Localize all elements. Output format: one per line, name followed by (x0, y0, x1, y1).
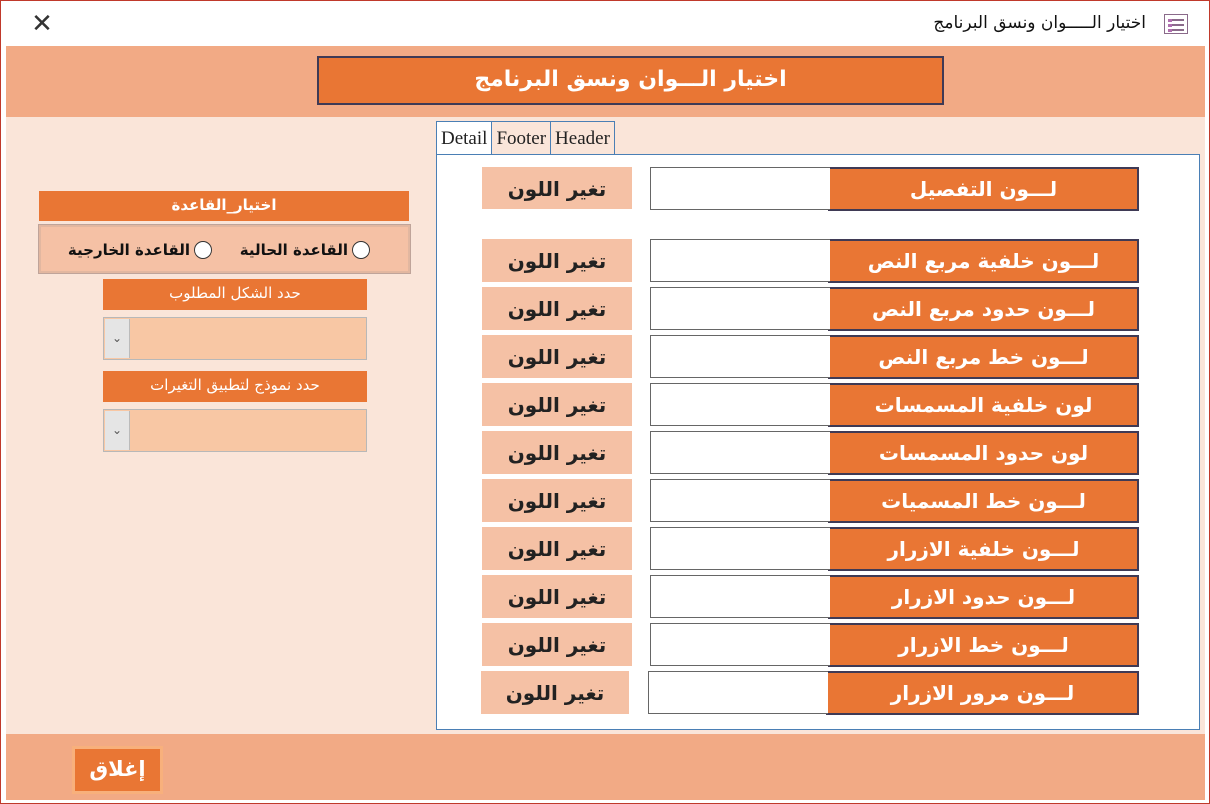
tab-header[interactable]: Header (550, 121, 615, 155)
color-swatch-labels-border (650, 431, 830, 474)
change-color-button[interactable]: تغير اللون (482, 383, 632, 426)
color-swatch-textbox-back (650, 239, 830, 282)
change-color-button[interactable]: تغير اللون (482, 239, 632, 282)
color-swatch-textbox-border (650, 287, 830, 330)
color-label-buttons-back: لـــون خلفية الازرار (828, 527, 1139, 571)
tab-footer[interactable]: Footer (491, 121, 551, 155)
color-label-labels-back: لون خلفية المسمسات (828, 383, 1139, 427)
form-title-label: اختيار الـــوان ونسق البرنامج (317, 56, 944, 105)
color-label-labels-font: لـــون خط المسميات (828, 479, 1139, 523)
change-color-button[interactable]: تغير اللون (482, 287, 632, 330)
color-swatch-buttons-border (650, 575, 830, 618)
color-swatch-textbox-font (650, 335, 830, 378)
color-swatch-labels-back (650, 383, 830, 426)
form-select-label: حدد نموذج لتطبيق التغيرات (103, 371, 367, 402)
chevron-down-icon[interactable]: ⌄ (105, 411, 130, 450)
color-label-textbox-border: لـــون حدود مربع النص (828, 287, 1139, 331)
change-color-button[interactable]: تغير اللون (482, 167, 632, 209)
color-label-textbox-font: لـــون خط مربع النص (828, 335, 1139, 379)
form-detail-section (6, 117, 1205, 734)
color-label-buttons-font: لـــون خط الازرار (828, 623, 1139, 667)
form-header-section (6, 46, 1205, 117)
change-color-button[interactable]: تغير اللون (482, 431, 632, 474)
shape-select-label: حدد الشكل المطلوب (103, 279, 367, 310)
radio-circle-icon[interactable] (194, 241, 212, 259)
database-selection-header: اختيار_القاعدة (39, 191, 409, 221)
shape-combo[interactable] (103, 317, 367, 360)
color-swatch-detail (650, 167, 830, 210)
tab-detail[interactable]: Detail (436, 121, 492, 156)
change-color-button[interactable]: تغير اللون (482, 575, 632, 618)
color-label-buttons-hover: لـــون مرور الازرار (826, 671, 1139, 715)
color-swatch-buttons-hover (648, 671, 828, 714)
radio-circle-icon[interactable] (352, 241, 370, 259)
close-button[interactable]: إغلاق (72, 746, 163, 794)
title-bar (2, 2, 1208, 46)
database-option-group (39, 225, 410, 273)
radio-external-label: القاعدة الخارجية (67, 241, 190, 259)
radio-external-database[interactable] (68, 239, 212, 261)
color-swatch-buttons-back (650, 527, 830, 570)
change-color-button[interactable]: تغير اللون (482, 527, 632, 570)
radio-current-label: القاعدة الحالية (239, 241, 348, 259)
form-footer-section (6, 734, 1205, 800)
change-color-button[interactable]: تغير اللون (482, 479, 632, 522)
radio-current-database[interactable] (240, 239, 370, 261)
form-icon (1164, 14, 1188, 34)
color-label-labels-border: لون حدود المسمسات (828, 431, 1139, 475)
color-swatch-labels-font (650, 479, 830, 522)
color-label-textbox-back: لـــون خلفية مربع النص (828, 239, 1139, 283)
chevron-down-icon[interactable]: ⌄ (105, 319, 130, 358)
color-label-buttons-border: لـــون حدود الازرار (828, 575, 1139, 619)
tab-page-detail (436, 154, 1200, 730)
color-label-detail: لـــون التفصيل (828, 167, 1139, 211)
form-combo[interactable] (103, 409, 367, 452)
color-swatch-buttons-font (650, 623, 830, 666)
tab-strip (436, 121, 614, 155)
change-color-button[interactable]: تغير اللون (481, 671, 629, 714)
close-icon[interactable]: ✕ (31, 9, 53, 39)
change-color-button[interactable]: تغير اللون (482, 623, 632, 666)
window-title: اختيار الـــــوان ونسق البرنامج (933, 13, 1146, 33)
change-color-button[interactable]: تغير اللون (482, 335, 632, 378)
